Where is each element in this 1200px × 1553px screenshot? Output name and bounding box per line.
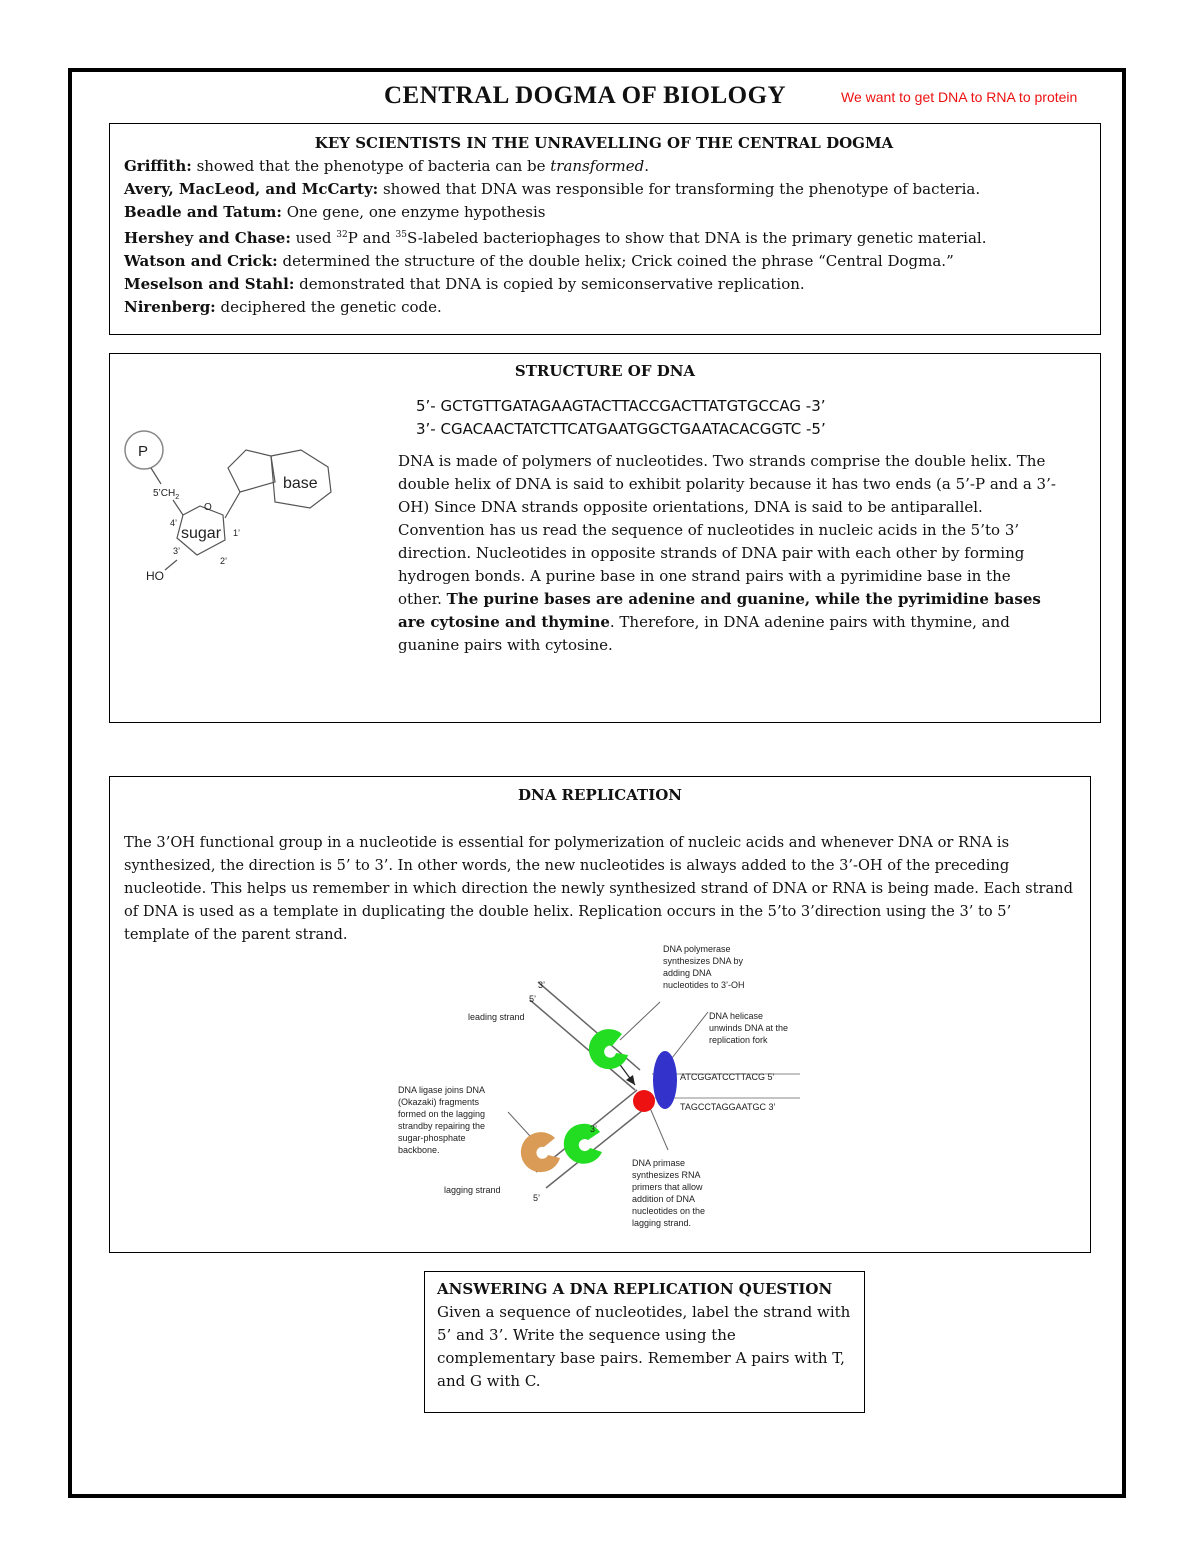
bottom-sequence-label: TAGCCTAGGAATGC 3’ — [680, 1102, 776, 1112]
scientist-nirenberg: Nirenberg: deciphered the genetic code. — [124, 298, 442, 316]
phosphate-bond — [151, 468, 161, 484]
leading-strand-label: leading strand — [468, 1012, 525, 1022]
page-title: CENTRAL DOGMA OF BIOLOGY — [384, 82, 787, 109]
dna-sequence-bottom: 3’- CGACAACTATCTTCATGAATGGCTGAATACACGGTC -5’ — [416, 420, 826, 438]
helicase-enzyme — [653, 1051, 677, 1109]
oxygen-label: O — [204, 502, 212, 513]
structure-heading: STRUCTURE OF DNA — [514, 362, 696, 380]
answer-heading: ANSWERING A DNA REPLICATION QUESTION — [437, 1280, 833, 1298]
scientists-heading: KEY SCIENTISTS IN THE UNRAVELLING OF THE CENTRAL DOGMA — [314, 134, 894, 152]
c2-label: 2’ — [220, 556, 228, 566]
ligase-label: DNA ligase joins DNA (Okazaki) fragments formed on the lagging strandby repairing the sugar-phosphate backbone. — [398, 1085, 486, 1155]
ch2-bond — [173, 500, 183, 515]
base-bond — [225, 492, 240, 518]
c4-label: 4’ — [170, 518, 178, 528]
primase-enzyme — [633, 1090, 655, 1112]
answer-box — [424, 1271, 865, 1413]
scientist-meselson: Meselson and Stahl: demonstrated that DNA is copied by semiconservative replication. — [124, 275, 805, 293]
scientist-beadle: Beadle and Tatum: One gene, one enzyme hypothesis — [124, 203, 546, 221]
nucleotide-diagram — [115, 420, 355, 595]
header-note: We want to get DNA to RNA to protein — [841, 89, 1078, 105]
c1-label: 1’ — [233, 528, 241, 538]
replication-heading: DNA REPLICATION — [517, 786, 683, 804]
polymerase-pointer — [620, 1002, 660, 1040]
lagging-strand-label: lagging strand — [444, 1185, 501, 1195]
top-sequence-label: ATCGGATCCTTACG 5’ — [680, 1072, 775, 1082]
leading-3prime-label: 3’ — [538, 980, 546, 990]
helicase-pointer — [672, 1012, 708, 1058]
answer-text: Given a sequence of nucleotides, label the strand with 5’ and 3’. Write the sequence using the complementary base pairs. Remember A pairs with T, and G with C. — [437, 1303, 851, 1390]
replication-fork-diagram — [390, 940, 820, 1240]
leading-5prime-label: 5’ — [529, 994, 537, 1004]
scientist-griffith: Griffith: showed that the phenotype of bacteria can be transformed. — [124, 157, 650, 175]
scientist-hershey: Hershey and Chase: used $^{32}$P and $^{35}$S-labeled bacteriophages to show that DNA is the primary genetic material. — [124, 229, 987, 247]
structure-paragraph: DNA is made of polymers of nucleotides. Two strands comprise the double helix. The double helix of DNA is said to exhibit polarity because it has two ends (a 5’-P and a 3’-OH) Since DNA strands opposite orientations, DNA is said to be antiparallel. Convention has us read the sequence of nucleotides in nucleic acids in the 5’to 3’ direction. Nucleotides in opposite strands of DNA pair with each other by forming hydrogen bonds. A purine base in one strand pairs with a pyrimidine base in the other. The purine bases are adenine and guanine, while the pyrimidine bases are cytosine and thymine. Therefore, in DNA adenine pairs with thymine, and guanine pairs with cytosine. — [398, 452, 1056, 654]
primase-pointer — [650, 1108, 668, 1150]
sugar-label: sugar — [181, 525, 222, 542]
scientist-avery: Avery, MacLeod, and McCarty: showed that DNA was responsible for transforming the phenotype of bacteria. — [124, 180, 981, 198]
scientist-watson: Watson and Crick: determined the structure of the double helix; Crick coined the phrase “Central Dogma.” — [124, 252, 954, 270]
phosphate-label: P — [138, 443, 149, 460]
dna-sequence-top: 5’- GCTGTTGATAGAAGTACTTACCGACTTATGTGCCAG -3’ — [416, 397, 826, 415]
polymerase-label: DNA polymerase synthesizes DNA by adding DNA nucleotides to 3’-OH — [663, 944, 745, 990]
helicase-label: DNA helicase unwinds DNA at the replication fork — [709, 1011, 789, 1045]
replication-paragraph: The 3’OH functional group in a nucleotide is essential for polymerization of nucleic acids and whenever DNA or RNA is synthesized, the direction is 5’ to 3’. In other words, the new nucleotides is always added to the 3’-OH of the preceding nucleotide. This helps us remember in which direction the newly synthesized strand of DNA or RNA is being made. Each strand of DNA is used as a template in duplicating the double helix. Replication occurs in the 5’to 3’direction using the 3’ to 5’ template of the parent strand. — [124, 834, 1073, 943]
scientists-list — [124, 132, 1084, 319]
base-label: base — [283, 475, 318, 492]
leading-strand-inner — [530, 1000, 635, 1090]
lagging-5prime-label: 5’ — [533, 1193, 541, 1203]
ligase-pointer — [508, 1112, 530, 1136]
ho-label: HO — [146, 569, 164, 583]
ho-bond — [165, 560, 177, 570]
lagging-3prime-label: 3’ — [590, 1124, 598, 1134]
primase-label: DNA primase synthesizes RNA primers that allow addition of DNA nucleotides on the lagging strand. — [632, 1158, 706, 1228]
ch2-label: $5’CH_2$ — [153, 488, 180, 501]
polymerase-leading — [589, 1029, 628, 1069]
ligase-enzyme — [521, 1132, 560, 1172]
c3-label: 3’ — [173, 546, 181, 556]
base-pentagon — [228, 450, 275, 492]
